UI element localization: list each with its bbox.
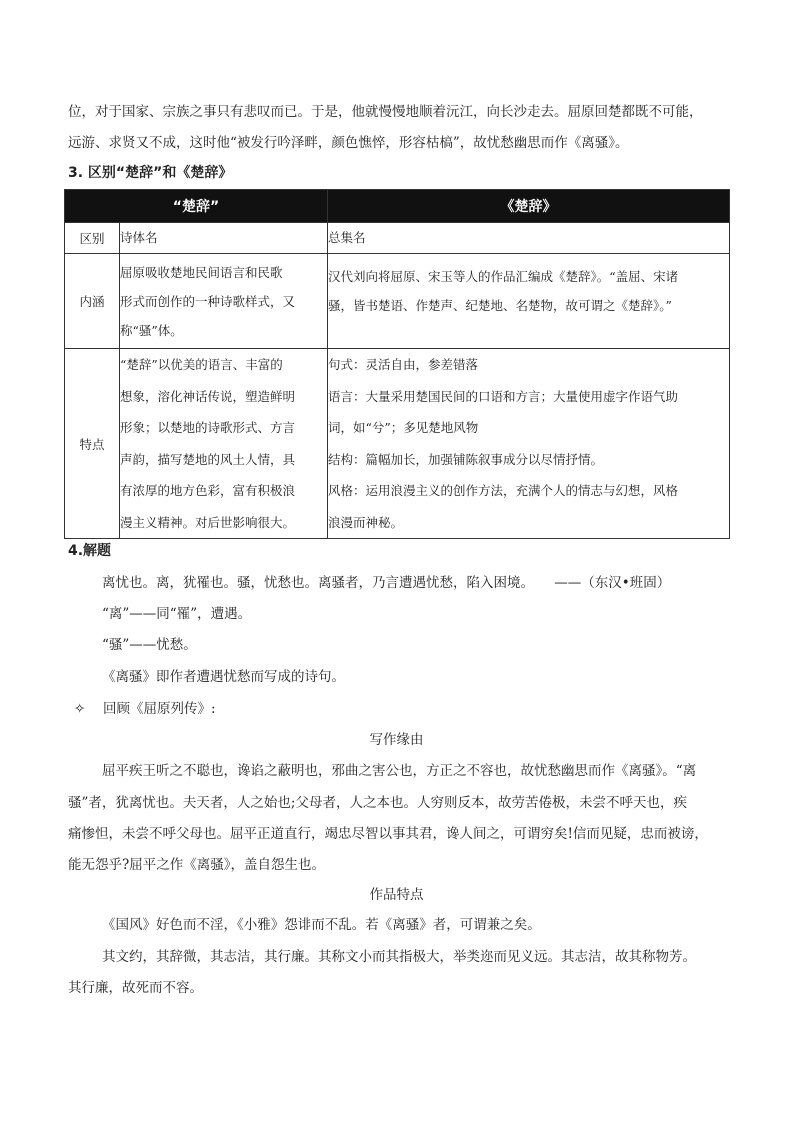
table-row	[65, 223, 730, 254]
subtitle-writing-reason: 写作缘由	[369, 732, 424, 748]
cell-left	[120, 349, 328, 539]
cell-line: 形象；以楚地的诗歌形式、方言	[120, 420, 296, 435]
cell-line: 总集名	[328, 230, 366, 245]
row-label: 区别	[65, 223, 120, 254]
section-4-line-3: “骚”——忧愁。	[102, 637, 197, 653]
cell-left	[120, 223, 328, 254]
cell-line: 漫主义精神。对后世影响很大。	[120, 514, 296, 530]
cell-line: 汉代刘向将屈原、宋玉等人的作品汇编成《楚辞》。“盖屈、宋诸	[328, 269, 679, 284]
para2-line-2: 其文约，其辞微，其志洁，其行廉。其称文小而其指极大，举类迩而见义远。其志洁，故其称物芳。	[102, 949, 696, 965]
cell-right	[328, 349, 730, 539]
para2-line-1: 《国风》好色而不淫，《小雅》怨诽而不乱。若《离骚》者，可谓兼之矣。	[102, 917, 541, 933]
cell-line: 结构：篇幅加长，加强铺陈叙事成分以尽情抒情。	[328, 451, 604, 467]
header-chuci-genre: “楚辞”	[65, 190, 328, 223]
cell-line: 有浓厚的地方色彩，富有积极浪	[120, 483, 296, 498]
cell-line: 浪漫而神秘。	[328, 514, 404, 530]
cell-right	[328, 254, 730, 349]
cell-line: 称“骚”体。	[120, 322, 183, 338]
para1-line-2: 骚”者，犹离忧也。夫天者，人之始也;父母者，人之本也。人穷则反本，故劳苦倦极，未尝不呼天也，疾	[68, 795, 687, 811]
para1-line-1: 屈平疾王听之不聪也，谗谄之蔽明也，邪曲之害公也，方正之不容也，故忧愁幽思而作《离骚》。“离	[102, 763, 697, 779]
para1-line-3: 痛惨怛，未尝不呼父母也。屈平正道直行，竭忠尽智以事其君，谗人间之，可谓穷矣!信而见疑，忠而被谤，	[68, 826, 708, 842]
table-header-row	[65, 190, 730, 223]
table-row	[65, 349, 730, 539]
cell-line: 词，如“兮”；多见楚地风物	[328, 420, 479, 435]
cell-line: “楚辞”以优美的语言、丰富的	[120, 357, 283, 372]
para1-line-4: 能无怨乎?屈平之作《离骚》，盖自怨生也。	[68, 857, 325, 873]
cell-line: 诗体名	[120, 230, 158, 245]
cell-right	[328, 223, 730, 254]
section-3-heading: 3. 区别“楚辞”和《楚辞》	[68, 165, 233, 181]
header-chuci-collection: 《楚辞》	[328, 190, 730, 223]
subtitle-work-features: 作品特点	[369, 887, 424, 903]
cell-left	[120, 254, 328, 349]
review-label: 回顾《屈原列传》:	[103, 701, 216, 717]
cell-line: 骚，皆书楚语、作楚声、纪楚地、名楚物，故可谓之《楚辞》。”	[328, 298, 672, 313]
row-label: 内涵	[65, 254, 120, 349]
section-4-line-1: 离忧也。离，犹罹也。骚，忧愁也。离骚者，乃言遭遇忧愁，陷入困境。 ——（东汉•班固）	[102, 575, 671, 591]
cell-line: 屈原吸收楚地民间语言和民歌	[120, 264, 283, 280]
section-4-line-2: “离”——同“罹”，遭遇。	[102, 606, 252, 622]
para2-line-3: 其行廉，故死而不容。	[68, 980, 203, 996]
cell-line: 声韵，描写楚地的风土人情，具	[120, 451, 296, 467]
cell-line: 形式而创作的一种诗歌样式，又	[120, 293, 296, 309]
comparison-table	[64, 189, 730, 539]
table-row	[65, 254, 730, 349]
row-label: 特点	[65, 349, 120, 539]
cell-line: 风格：运用浪漫主义的创作方法，充满个人的情志与幻想，风格	[328, 483, 679, 498]
review-bullet-icon: ✧	[74, 701, 86, 717]
cell-line: 语言：大量采用楚国民间的口语和方言；大量使用虚字作语气助	[328, 388, 679, 404]
section-4-heading: 4.解题	[68, 543, 112, 559]
cell-line: 句式：灵活自由，参差错落	[328, 357, 479, 372]
cell-line: 想象，溶化神话传说，塑造鲜明	[120, 388, 296, 404]
intro-line-2: 远游、求贤又不成，这时他“被发行吟泽畔，颜色憔悴，形容枯槁”，故忧愁幽思而作《离骚》。	[68, 135, 629, 151]
intro-line-1: 位，对于国家、宗族之事只有悲叹而已。于是，他就慢慢地顺着沅江，向长沙走去。屈原回楚都既不可能，	[68, 104, 703, 120]
section-4-line-4: 《离骚》即作者遭遇忧愁而写成的诗句。	[102, 669, 345, 685]
